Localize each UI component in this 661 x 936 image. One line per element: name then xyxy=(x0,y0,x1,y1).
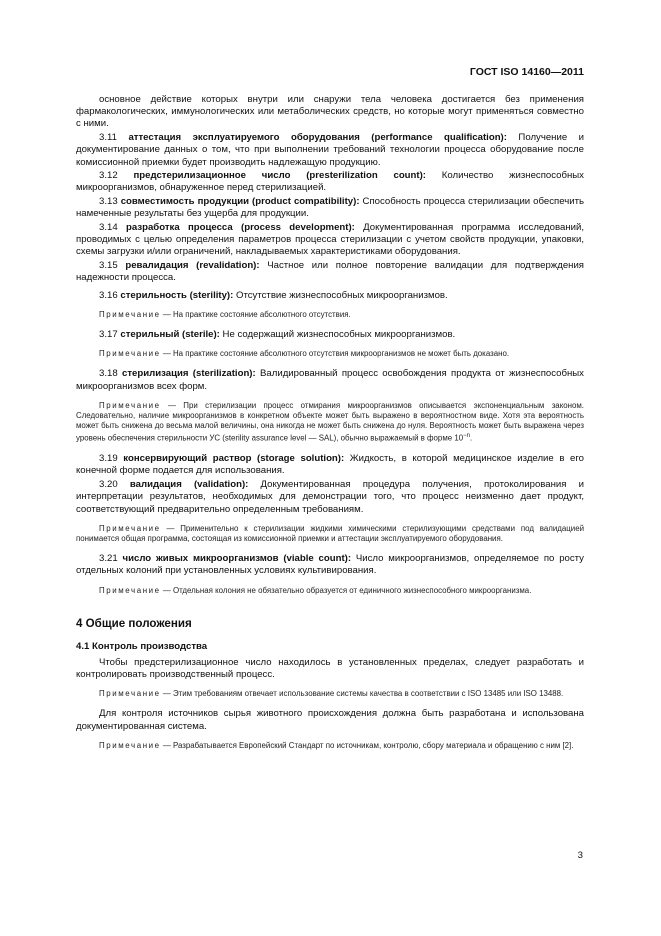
paragraph-4-1a: Чтобы предстерилизационное число находилось в установленных пределах, следует разработать и контролировать производственный процесс. xyxy=(76,656,584,680)
note-label: Примечание xyxy=(99,349,161,359)
note-label: Примечание xyxy=(99,689,161,699)
def-term: предстерилизационное число (presterilization count): xyxy=(133,170,426,182)
def-text: Получение и документирование данных о том, что при выполнении требований технологии процесса оборудование после комиссионной приемки будет производить надлежащую продукцию. xyxy=(76,132,584,168)
note-text: — Применительно к стерилизации жидкими химическими стерилизующими средствами под валидацией понимается общая программа, состоящая из комиссионной приемки и аттестации эксплуатируемого оборудования. xyxy=(76,523,584,543)
def-term: стерилизация (sterilization): xyxy=(122,368,256,380)
def-term: стерильность (sterility): xyxy=(120,289,234,301)
definition-3-12 xyxy=(76,170,584,194)
document-id-header: ГОСТ ISO 14160—2011 xyxy=(469,66,584,78)
note-3-16 xyxy=(76,310,584,320)
note-label: Примечание xyxy=(99,740,161,750)
def-text: Не содержащий жизнеспособных микроорганизмов. xyxy=(219,328,456,340)
def-text: Отсутствие жизнеспособных микроорганизмов. xyxy=(233,289,448,301)
note-end: . xyxy=(469,434,473,443)
note-3-18 xyxy=(76,401,584,444)
definition-3-17 xyxy=(76,329,584,341)
def-term: валидация (validation): xyxy=(129,479,249,491)
note-4-1b xyxy=(76,741,584,751)
note-text: — При стерилизации процесс отмирания микроорганизмов описывается экспоненциальным законом. Следовательно, наличие микроорганизмов в конкретном объекте может быть выражено в вероятностном виде. Хотя эта вероятность может быть снижена до весьма малой величины, она никогда не может быть снижена до нуля. Вероятность может быть выражена через уровень обеспечения стерильности УС (sterility assurance level — SAL), обычно выражаемый в форме 10 xyxy=(76,400,584,443)
def-term: аттестация эксплуатируемого оборудования (performance qualification): xyxy=(128,132,507,144)
note-label: Примечание xyxy=(99,585,161,595)
definition-3-20 xyxy=(76,479,584,516)
definition-3-14 xyxy=(76,222,584,259)
note-text: — Этим требованиям отвечает использование системы качества в соответствии с ISO 13485 или ISO 13488. xyxy=(160,689,564,699)
note-label: Примечание xyxy=(99,400,161,410)
definition-3-19 xyxy=(76,453,584,477)
def-term: число живых микроорганизмов (viable count): xyxy=(122,553,352,565)
note-3-20 xyxy=(76,524,584,544)
definition-3-16 xyxy=(76,290,584,302)
note-4-1a xyxy=(76,689,584,699)
definition-3-15 xyxy=(76,260,584,284)
note-label: Примечание xyxy=(99,523,161,533)
def-text: Валидированный процесс освобождения продукта от жизнеспособных микроорганизмов всех форм. xyxy=(76,368,584,392)
def-text: Способность процесса стерилизации обеспечить намеченные результаты без ущерба для продукции. xyxy=(76,196,584,220)
def-term: разработка процесса (process development): xyxy=(126,222,355,234)
note-text: — На практике состояние абсолютного отсутствия микроорганизмов не может быть доказано. xyxy=(160,349,510,359)
def-number: 3.11 xyxy=(99,132,117,144)
def-number: 3.15 xyxy=(99,260,118,272)
def-number: 3.12 xyxy=(99,170,118,182)
def-text: Количество жизнеспособных микроорганизмов, обнаруженное перед стерилизацией. xyxy=(76,170,584,194)
def-number: 3.14 xyxy=(99,222,118,234)
definition-3-11 xyxy=(76,132,584,169)
def-term: ревалидация (revalidation): xyxy=(125,260,260,272)
def-term: совместимость продукции (product compatibility): xyxy=(120,196,360,208)
paragraph-4-1b: Для контроля источников сырья животного происхождения должна быть разработана и использована документированная система. xyxy=(76,708,584,732)
def-number: 3.17 xyxy=(99,328,118,340)
def-text: Жидкость, в которой медицинское изделие в его конечной форме подается для использования. xyxy=(76,453,584,477)
note-3-17 xyxy=(76,349,584,359)
def-number: 3.19 xyxy=(99,453,118,465)
note-text: — На практике состояние абсолютного отсутствия. xyxy=(160,309,351,319)
definition-3-13 xyxy=(76,196,584,220)
note-superscript: −n xyxy=(463,433,470,440)
note-3-21 xyxy=(76,586,584,596)
def-text: Документированная программа исследований, проводимых с целью определения параметров процесса стерилизации с учетом свойств продукции, упаковки, схемы загрузки и/или ограничений, накладываемых характеристиками оборудования. xyxy=(76,222,584,258)
def-number: 3.18 xyxy=(99,368,118,380)
page-number: 3 xyxy=(577,850,583,861)
note-text: — Разрабатывается Европейский Стандарт по источникам, контролю, сбору материала и обращению с ним [2]. xyxy=(160,740,574,750)
def-number: 3.16 xyxy=(99,289,118,301)
def-term: стерильный (sterile): xyxy=(120,328,220,340)
definition-3-21 xyxy=(76,553,584,577)
note-text: — Отдельная колония не обязательно образуется от единичного жизнеспособного микроорганизма. xyxy=(160,585,532,595)
definition-3-18 xyxy=(76,368,584,392)
def-term: консервирующий раствор (storage solution): xyxy=(123,453,345,465)
def-text: Частное или полное повторение валидации для подтверждения надежности процесса. xyxy=(76,260,585,284)
def-number: 3.21 xyxy=(99,553,118,565)
def-number: 3.13 xyxy=(99,196,118,208)
document-body xyxy=(76,94,584,760)
intro-paragraph: основное действие которых внутри или снаружи тела человека достигается без применения фармакологических, иммунологических или метаболических средств, но которые могут применяться совместно с ними. xyxy=(76,94,584,130)
note-label: Примечание xyxy=(99,309,161,319)
subsection-heading: 4.1 Контроль производства xyxy=(76,640,208,652)
def-text: Число микроорганизмов, определяемое по росту отдельных колоний при установленных условиях культивирования. xyxy=(76,553,584,577)
def-text: Документированная процедура получения, протоколирования и интерпретации результатов, необходимых для демонстрации того, что процесс неизменно дает продукт, соответствующий предварительно определенным требованиям. xyxy=(76,479,585,515)
section-heading: 4 Общие положения xyxy=(76,616,192,630)
def-number: 3.20 xyxy=(99,479,118,491)
